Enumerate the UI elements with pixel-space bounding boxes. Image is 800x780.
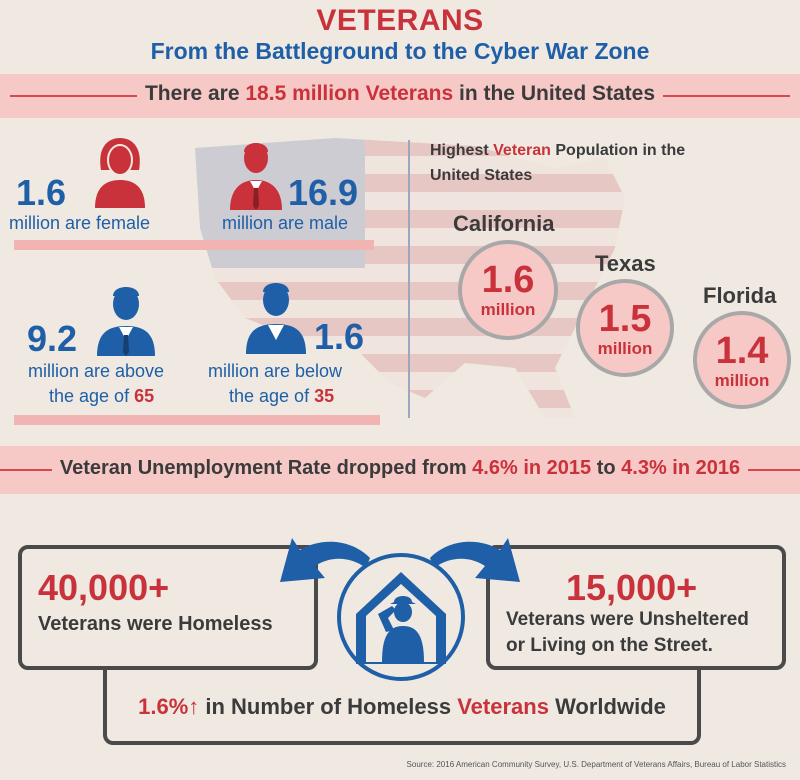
state-circle-texas: [576, 279, 674, 377]
states-heading: Highest Veteran Population in the United States: [430, 142, 686, 184]
total-band: [0, 74, 800, 118]
unemployment-to: 4.3% in 2016: [621, 457, 741, 479]
age-underline: [14, 415, 380, 425]
below-35-label: million are below: [208, 361, 343, 381]
above-65-value: 9.2: [27, 318, 78, 359]
unemployment-statement: Veteran Unemployment Rate dropped from 4.6% in 2015 to 4.3% in 2016: [52, 457, 748, 479]
homeless-right-box: [486, 545, 786, 670]
up-arrow-icon: ↑: [188, 694, 200, 719]
homeless-left-label: Veterans were Homeless: [38, 613, 273, 635]
source-note: Source: 2016 American Community Survey, U.S. Department of Veterans Affairs, Bureau of Labor Statistics: [406, 760, 786, 769]
state-circle-florida: [693, 311, 791, 409]
state-name-california: California: [453, 211, 555, 236]
female-icon: [93, 136, 147, 208]
gender-underline: [14, 240, 374, 250]
state-unit-texas: million: [597, 339, 653, 358]
state-value-texas: 1.5: [598, 298, 652, 340]
homeless-worldwide-statement: 1.6%↑ in Number of Homeless Veterans Worldwide: [138, 694, 666, 719]
state-name-texas: Texas: [595, 251, 656, 276]
younger-man-icon: [244, 278, 308, 354]
male-value: 16.9: [288, 172, 359, 213]
state-value-florida: 1.4: [715, 330, 769, 372]
section-divider: [408, 140, 410, 418]
state-circle-california: [458, 240, 558, 340]
above-65-label: million are above: [28, 361, 165, 381]
state-name-florida: Florida: [703, 283, 777, 308]
female-value: 1.6: [16, 172, 67, 213]
state-unit-california: million: [480, 300, 536, 319]
below-35-value: 1.6: [314, 316, 365, 357]
below-age: 35: [314, 386, 335, 406]
above-age: 65: [134, 386, 155, 406]
male-label: million are male: [222, 213, 349, 233]
total-statement: There are 18.5 million Veterans in the United States: [137, 82, 663, 105]
page-title: VETERANS: [316, 4, 484, 37]
homeless-right-label-line2: or Living on the Street.: [506, 635, 713, 656]
below-35-label-line2: the age of 35: [229, 386, 335, 406]
unemployment-band: [0, 446, 800, 494]
unemployment-from: 4.6% in 2015: [472, 457, 592, 479]
state-value-california: 1.6: [481, 259, 535, 301]
saluting-soldier-house-icon: [336, 552, 466, 682]
homeless-left-value: 40,000+: [38, 567, 170, 608]
older-man-icon: [95, 282, 157, 356]
homeless-worldwide-value: 1.6%: [138, 694, 189, 719]
homeless-right-value: 15,000+: [566, 567, 698, 608]
total-value: 18.5 million: [245, 82, 360, 105]
female-label: million are female: [9, 213, 151, 233]
above-65-label-line2: the age of 65: [49, 386, 155, 406]
homeless-right-label: Veterans were Unsheltered: [506, 609, 749, 630]
page-subtitle: From the Battleground to the Cyber War Zone: [150, 38, 650, 64]
male-icon: [228, 136, 284, 210]
state-unit-florida: million: [714, 371, 770, 390]
